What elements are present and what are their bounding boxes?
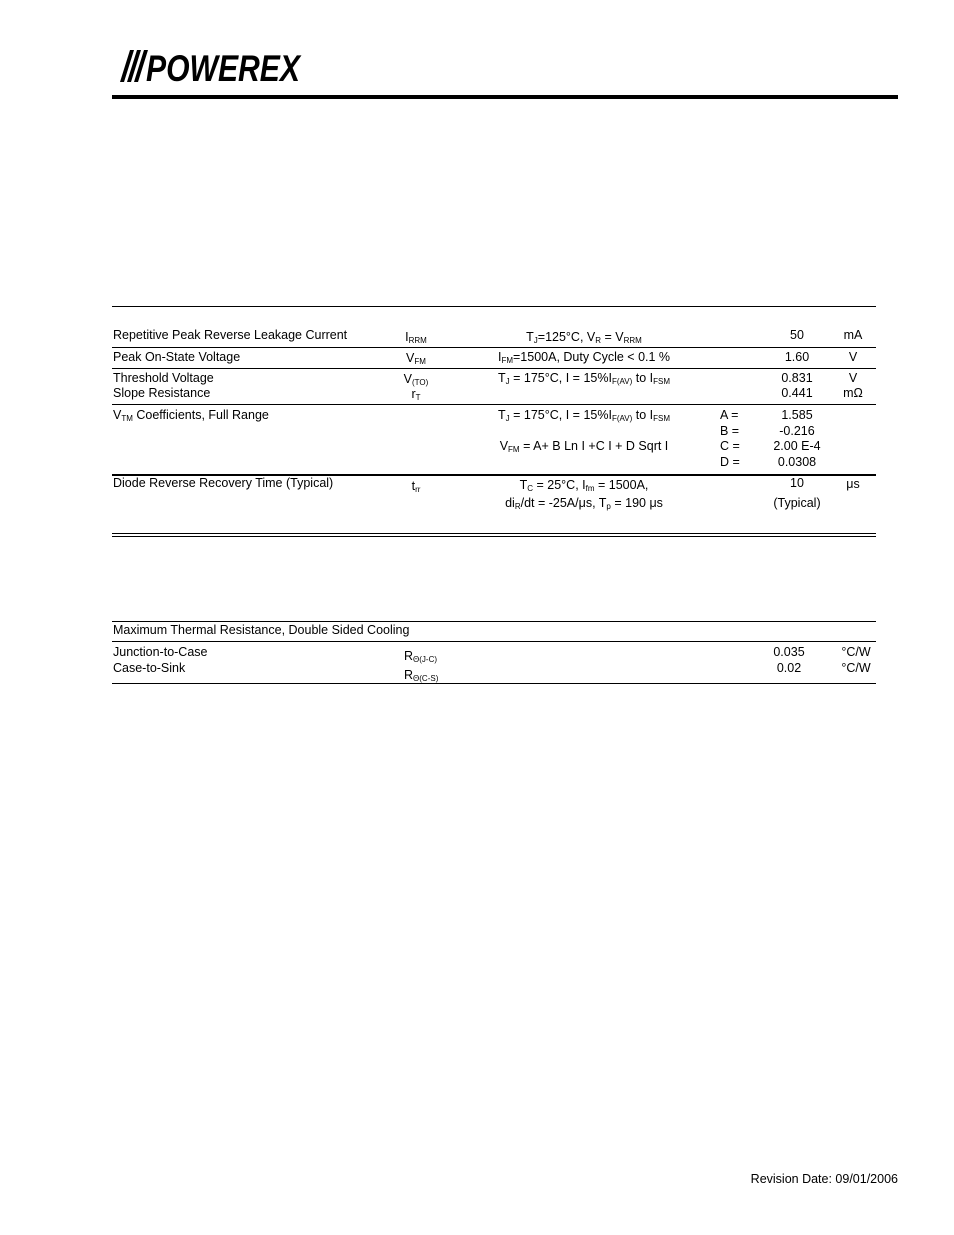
unit-on-state-voltage: V: [848, 350, 858, 364]
param-on-state-voltage: Peak On-State Voltage: [113, 350, 241, 364]
value-threshold-voltage: 0.831: [781, 371, 813, 385]
symbol-rt: $r_T$: [411, 387, 421, 402]
value-on-state-voltage: 1.60: [784, 350, 810, 364]
subscript-text: FSM: [653, 414, 670, 423]
brand-name: POWEREX: [146, 48, 302, 89]
condition-text: = 175°C, I = 15%I: [509, 408, 612, 422]
table-bottom-rule: [112, 533, 876, 534]
cond-threshold-voltage: [434, 371, 734, 385]
symbol-trr: $t_{rr}$: [411, 479, 421, 494]
value-leakage-current: 50: [790, 328, 804, 342]
subscript-text: F(AV): [611, 414, 633, 423]
cond-vtm-range: [434, 408, 734, 422]
condition-text: to I: [632, 371, 654, 385]
condition-text: = 190 μs: [610, 496, 663, 510]
symbol-vto: $V_{(TO)}$: [403, 372, 429, 387]
subscript-text: FM: [508, 445, 520, 454]
param-vtm-coefficients: $V_{TM}$ Coefficients, Full Range: [113, 408, 269, 423]
thermal-heading: Maximum Thermal Resistance, Double Sided Cooling: [113, 623, 410, 637]
coeff-label-d: D =: [720, 455, 740, 469]
unit-junction-to-case: °C/W: [841, 645, 871, 659]
subscript-text: R: [595, 336, 602, 345]
subscript-text: C: [527, 484, 534, 493]
cond-trr-current: [434, 478, 734, 492]
subscript-text: FM: [501, 356, 513, 365]
cond-trr-didt: [434, 496, 734, 510]
param-reverse-recovery-time: Diode Reverse Recovery Time (Typical): [113, 476, 334, 490]
table-bottom-rule: [112, 536, 876, 537]
value-trr-note: (Typical): [773, 496, 821, 510]
subscript-text: p: [606, 502, 611, 511]
condition-text: di: [505, 496, 515, 510]
coeff-value-d: 0.0308: [777, 455, 817, 469]
powerex-logo: [118, 48, 302, 89]
condition-text: to I: [632, 408, 654, 422]
value-junction-to-case: 0.035: [773, 645, 805, 659]
symbol-irrm: $I_{RRM}$: [405, 330, 427, 345]
coeff-label-c: C =: [720, 439, 740, 453]
coeff-label-b: B =: [720, 424, 740, 438]
condition-text: =1500A, Duty Cycle < 0.1 %: [513, 350, 671, 364]
coeff-label-a: A =: [720, 408, 739, 422]
unit-case-to-sink: °C/W: [841, 661, 871, 675]
symbol-r-jc: $R_{\Theta(J-C)}$: [404, 649, 438, 664]
condition-text: V: [499, 439, 509, 453]
coeff-value-c: 2.00 E-4: [773, 439, 821, 453]
subscript-text: J: [505, 414, 510, 423]
cond-on-state-voltage: [434, 350, 734, 364]
row-rule: [112, 347, 876, 348]
condition-text: T: [498, 408, 506, 422]
unit-trr: μs: [846, 477, 860, 491]
thermal-bottom-rule: [112, 683, 876, 684]
param-threshold-voltage: Threshold Voltage: [113, 371, 214, 385]
condition-text: = V: [601, 330, 624, 344]
subscript-text: J: [505, 377, 510, 386]
param-case-to-sink: Case-to-Sink: [113, 661, 186, 675]
header-rule: [112, 95, 898, 99]
condition-text: T: [526, 330, 534, 344]
coeff-value-a: 1.585: [781, 408, 813, 422]
param-junction-to-case: Junction-to-Case: [113, 645, 208, 659]
condition-text: =125°C, V: [537, 330, 596, 344]
coeff-value-b: -0.216: [779, 424, 815, 438]
subscript-text: R: [514, 502, 521, 511]
subscript-text: RRM: [623, 336, 642, 345]
value-trr: 10: [790, 476, 804, 490]
param-slope-resistance: Slope Resistance: [113, 386, 211, 400]
value-case-to-sink: 0.02: [776, 661, 802, 675]
subscript-text: FSM: [653, 377, 670, 386]
row-rule: [112, 404, 876, 405]
condition-text: = 175°C, I = 15%I: [509, 371, 612, 385]
value-slope-resistance: 0.441: [781, 386, 813, 400]
condition-text: T: [519, 478, 528, 492]
row-rule: [112, 368, 876, 369]
table-top-rule: [112, 306, 876, 307]
condition-text: = 25°C, I: [533, 478, 586, 492]
param-leakage-current: Repetitive Peak Reverse Leakage Current: [113, 328, 348, 342]
condition-text: = A+ B Ln I +C I + D Sqrt I: [519, 439, 669, 453]
symbol-r-cs: $R_{\Theta(C-S)}$: [404, 668, 439, 683]
unit-threshold-voltage: V: [848, 371, 858, 385]
cond-vtm-equation: [434, 439, 734, 453]
symbol-vfm: $V_{FM}$: [406, 351, 426, 366]
unit-slope-resistance: mΩ: [843, 386, 863, 400]
thermal-top-rule: [112, 621, 876, 622]
revision-date: Revision Date: 09/01/2006: [750, 1172, 898, 1186]
condition-text: T: [498, 371, 506, 385]
condition-text: /dt = -25A/μs, T: [520, 496, 607, 510]
row-rule: [112, 641, 876, 642]
unit-leakage-current: mA: [843, 328, 863, 342]
subscript-text: F(AV): [611, 377, 633, 386]
subscript-text: J: [533, 336, 538, 345]
subscript-text: fm: [585, 484, 595, 493]
cond-leakage-current: [434, 330, 734, 344]
condition-text: = 1500A,: [594, 478, 649, 492]
condition-text: I: [497, 350, 502, 364]
